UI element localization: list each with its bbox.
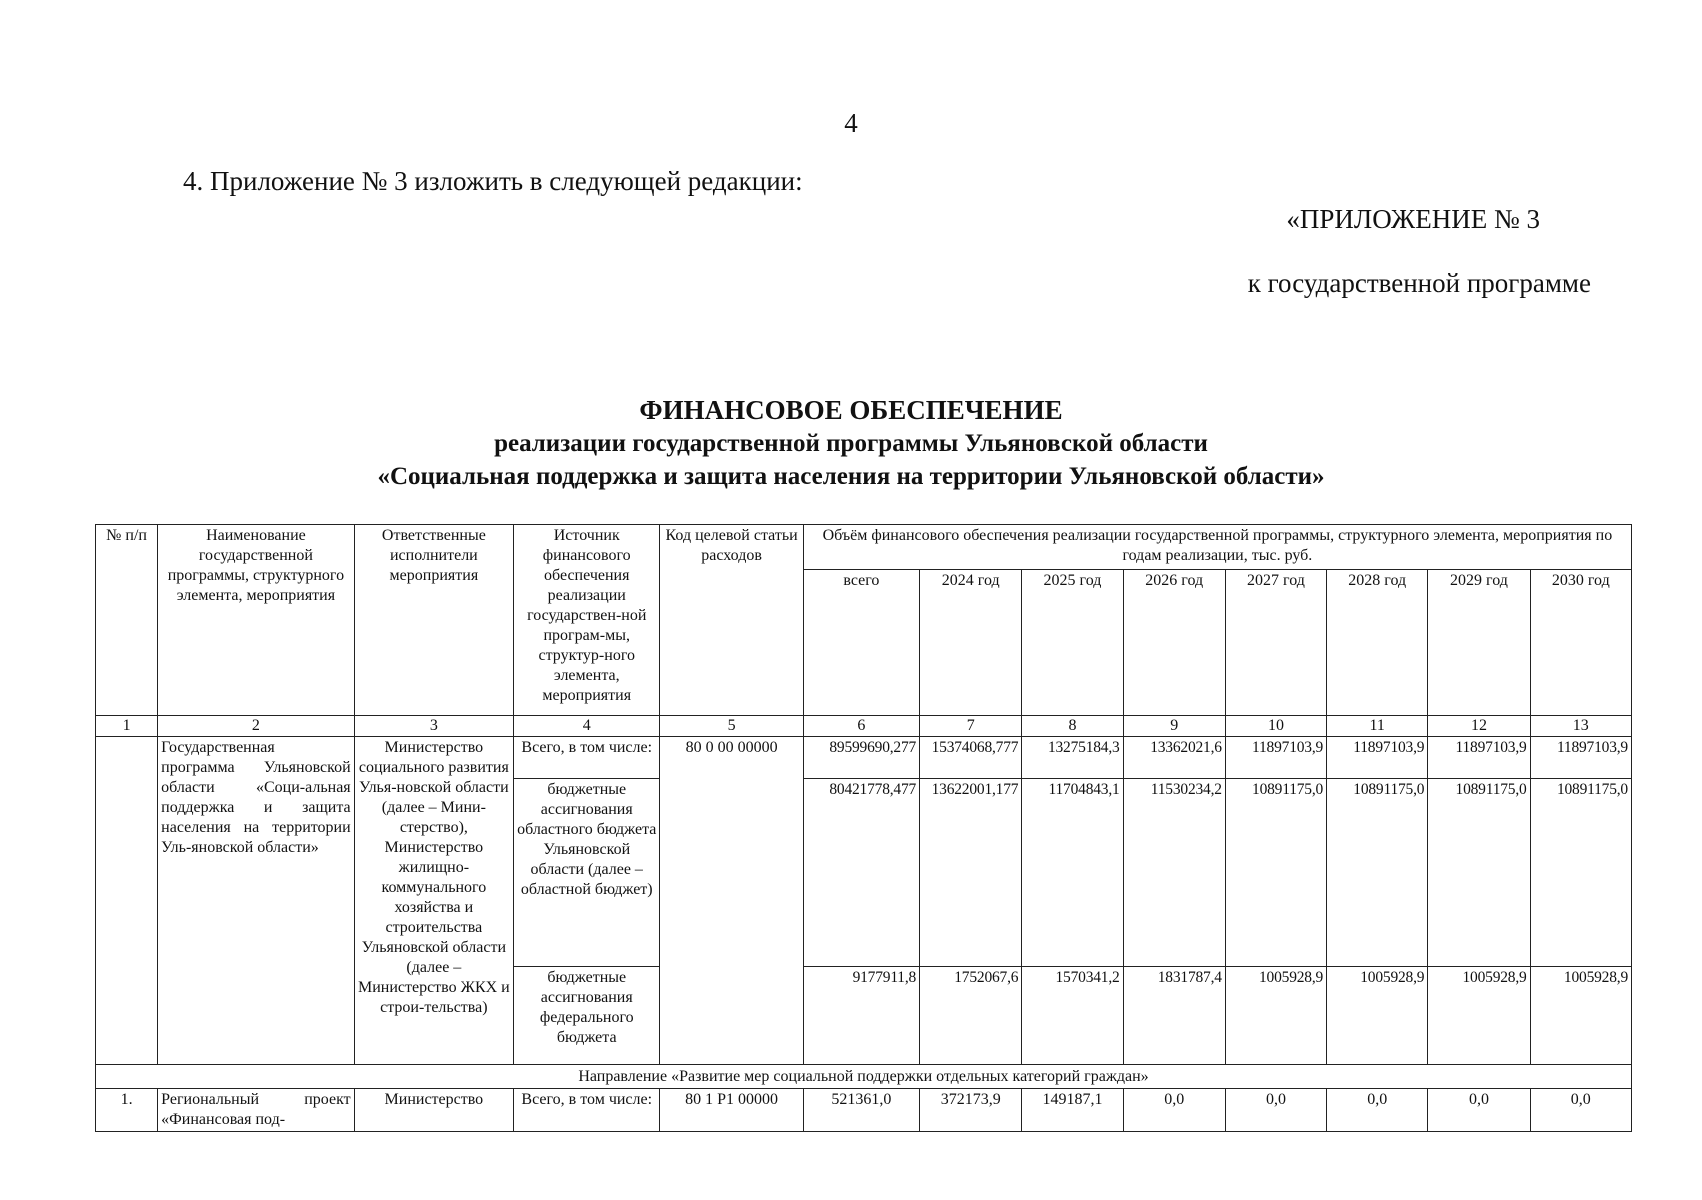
direction-title: Направление «Развитие мер социальной поддержки отдельных категорий граждан»: [96, 1065, 1632, 1089]
column-number: 11: [1327, 716, 1428, 737]
value-cell: 1005928,9: [1428, 967, 1530, 1065]
column-number: 1: [96, 716, 158, 737]
amendment-text: 4. Приложение № 3 изложить в следующей редакции:: [183, 166, 803, 196]
program-num: [96, 737, 158, 1065]
value-cell: 0,0: [1123, 1089, 1225, 1132]
value-cell: 149187,1: [1022, 1089, 1123, 1132]
value-cell: 11897103,9: [1327, 737, 1428, 779]
value-cell: 1005928,9: [1327, 967, 1428, 1065]
row-num: 1.: [96, 1089, 158, 1132]
value-cell: 80421778,477: [803, 779, 919, 967]
column-number: 12: [1428, 716, 1530, 737]
column-number: 10: [1225, 716, 1326, 737]
value-cell: 1831787,4: [1123, 967, 1225, 1065]
document-title: [0, 394, 1702, 493]
column-number-row: [96, 716, 1632, 737]
value-cell: 0,0: [1327, 1089, 1428, 1132]
value-cell: 11530234,2: [1123, 779, 1225, 967]
program-executors: Министерство социального развития Улья-новской области (далее – Мини-стерство), Министерство жилищно-коммунального хозяйства и строительства Ульяновской области (далее – Министерство ЖКХ и строи-тельства): [354, 737, 513, 1065]
value-cell: 1005928,9: [1225, 967, 1326, 1065]
value-cell: 10891175,0: [1327, 779, 1428, 967]
header-row-1: [96, 525, 1632, 570]
value-cell: 15374068,777: [920, 737, 1022, 779]
column-number: 5: [660, 716, 803, 737]
source-federal-label: бюджетные ассигнования федерального бюджета: [514, 967, 660, 1065]
title-line-3: «Социальная поддержка и защита населения на территории Ульяновской области»: [377, 463, 1325, 490]
row-source: Всего, в том числе:: [514, 1089, 660, 1132]
value-cell: 1570341,2: [1022, 967, 1123, 1065]
column-number: 13: [1530, 716, 1631, 737]
header-year: 2029 год: [1428, 570, 1530, 716]
header-year: 2027 год: [1225, 570, 1326, 716]
value-cell: 13362021,6: [1123, 737, 1225, 779]
row-name: Региональный проект «Финансовая под-: [158, 1089, 355, 1132]
header-year: 2025 год: [1022, 570, 1123, 716]
appendix-subtitle: к государственной программе: [1247, 268, 1591, 298]
source-total-label: Всего, в том числе:: [514, 737, 660, 779]
value-cell: 9177911,8: [803, 967, 919, 1065]
header-source: Источник финансового обеспечения реализации государствен-ной програм-мы, структур-ного элемента, мероприятия: [514, 525, 660, 716]
row-code: 80 1 Р1 00000: [660, 1089, 803, 1132]
column-number: 3: [354, 716, 513, 737]
program-code: 80 0 00 00000: [660, 737, 803, 1065]
header-name: Наименование государственной программы, структурного элемента, мероприятия: [158, 525, 355, 716]
page-number: 4: [844, 108, 858, 138]
value-cell: 11897103,9: [1530, 737, 1631, 779]
program-row-total: [96, 737, 1632, 779]
header-volume: Объём финансового обеспечения реализации государственной программы, структурного элемента, мероприятия по годам реализации, тыс. руб.: [803, 525, 1631, 570]
value-cell: 89599690,277: [803, 737, 919, 779]
source-regional-label: бюджетные ассигнования областного бюджета Ульяновской области (далее – областной бюджет): [514, 779, 660, 967]
appendix-title: «ПРИЛОЖЕНИЕ № 3: [1286, 204, 1540, 234]
value-cell: 13275184,3: [1022, 737, 1123, 779]
financing-table: [95, 524, 1632, 1132]
header-code: Код целевой статьи расходов: [660, 525, 803, 716]
program-name: Государственная программа Ульяновской области «Соци-альная поддержка и защита населения на территории Уль-яновской области»: [158, 737, 355, 1065]
title-line-2: реализации государственной программы Ульяновской области: [494, 430, 1208, 457]
header-year: 2028 год: [1327, 570, 1428, 716]
value-cell: 0,0: [1428, 1089, 1530, 1132]
column-number: 2: [158, 716, 355, 737]
column-number: 9: [1123, 716, 1225, 737]
header-year: всего: [803, 570, 919, 716]
column-number: 8: [1022, 716, 1123, 737]
header-num: № п/п: [96, 525, 158, 716]
column-number: 7: [920, 716, 1022, 737]
title-line-1: ФИНАНСОВОЕ ОБЕСПЕЧЕНИЕ: [639, 395, 1063, 425]
value-cell: 521361,0: [803, 1089, 919, 1132]
value-cell: 11704843,1: [1022, 779, 1123, 967]
value-cell: 1005928,9: [1530, 967, 1631, 1065]
header-year: 2030 год: [1530, 570, 1631, 716]
value-cell: 1752067,6: [920, 967, 1022, 1065]
value-cell: 13622001,177: [920, 779, 1022, 967]
value-cell: 10891175,0: [1225, 779, 1326, 967]
header-executors: Ответственные исполнители мероприятия: [354, 525, 513, 716]
value-cell: 10891175,0: [1530, 779, 1631, 967]
value-cell: 11897103,9: [1428, 737, 1530, 779]
value-cell: 0,0: [1225, 1089, 1326, 1132]
direction-row: [96, 1065, 1632, 1089]
table-row: [96, 1089, 1632, 1132]
value-cell: 11897103,9: [1225, 737, 1326, 779]
row-executors: Министерство: [354, 1089, 513, 1132]
value-cell: 372173,9: [920, 1089, 1022, 1132]
column-number: 4: [514, 716, 660, 737]
value-cell: 10891175,0: [1428, 779, 1530, 967]
value-cell: 0,0: [1530, 1089, 1631, 1132]
header-year: 2024 год: [920, 570, 1022, 716]
header-year: 2026 год: [1123, 570, 1225, 716]
column-number: 6: [803, 716, 919, 737]
